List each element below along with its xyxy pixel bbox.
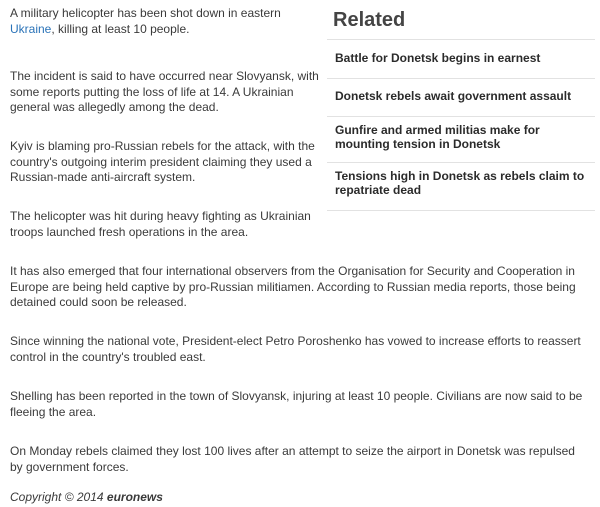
related-link-tensions-high[interactable]: Tensions high in Donetsk as rebels claim to repatriate dead <box>327 162 595 211</box>
ukraine-link[interactable]: Ukraine <box>10 21 52 36</box>
article-paragraph-4: The helicopter was hit during heavy fighting as Ukrainian troops launched fresh operations in the area. <box>10 209 311 239</box>
article-paragraph-1 <box>10 6 320 37</box>
article-paragraph-8: On Monday rebels claimed they lost 100 lives after an attempt to seize the airport in Donetsk was repulsed by government forces. <box>10 444 575 474</box>
copyright-brand: euronews <box>106 490 163 504</box>
copyright-prefix: Copyright © 2014 <box>10 490 107 504</box>
related-link-battle-for-donetsk[interactable]: Battle for Donetsk begins in earnest <box>327 39 595 78</box>
article-paragraph-7: Shelling has been reported in the town of Slovyansk, injuring at least 10 people. Civilians are now said to be fleeing the area. <box>10 389 583 419</box>
article-paragraph-2: The incident is said to have occurred near Slovyansk, with some reports putting the loss of life at 14. A Ukrainian general was allegedly among the dead. <box>10 69 319 114</box>
paragraph-text: A military helicopter has been shot down in eastern <box>10 6 281 20</box>
article-paragraph-5: It has also emerged that four international observers from the Organisation for Security and Cooperation in Europe are being held captive by pro-Russian militiamen. According to Russian media reports, those being detained could soon be released. <box>10 264 576 309</box>
paragraph-text: , killing at least 10 people. <box>51 21 190 36</box>
related-heading: Related <box>333 9 406 31</box>
related-link-gunfire-armed-militias[interactable]: Gunfire and armed militias make for mounting tension in Donetsk <box>327 116 595 162</box>
related-sidebar <box>327 0 595 211</box>
related-link-rebels-await-assault[interactable]: Donetsk rebels await government assault <box>327 78 595 116</box>
article-paragraph-3: Kyiv is blaming pro-Russian rebels for the attack, with the country's outgoing interim president claiming they used a Russian-made anti-aircraft system. <box>10 139 315 184</box>
related-list <box>327 39 595 211</box>
article-paragraph-6: Since winning the national vote, President-elect Petro Poroshenko has vowed to increase efforts to reassert control in the country's troubled east. <box>10 334 581 364</box>
copyright-notice <box>10 490 163 504</box>
